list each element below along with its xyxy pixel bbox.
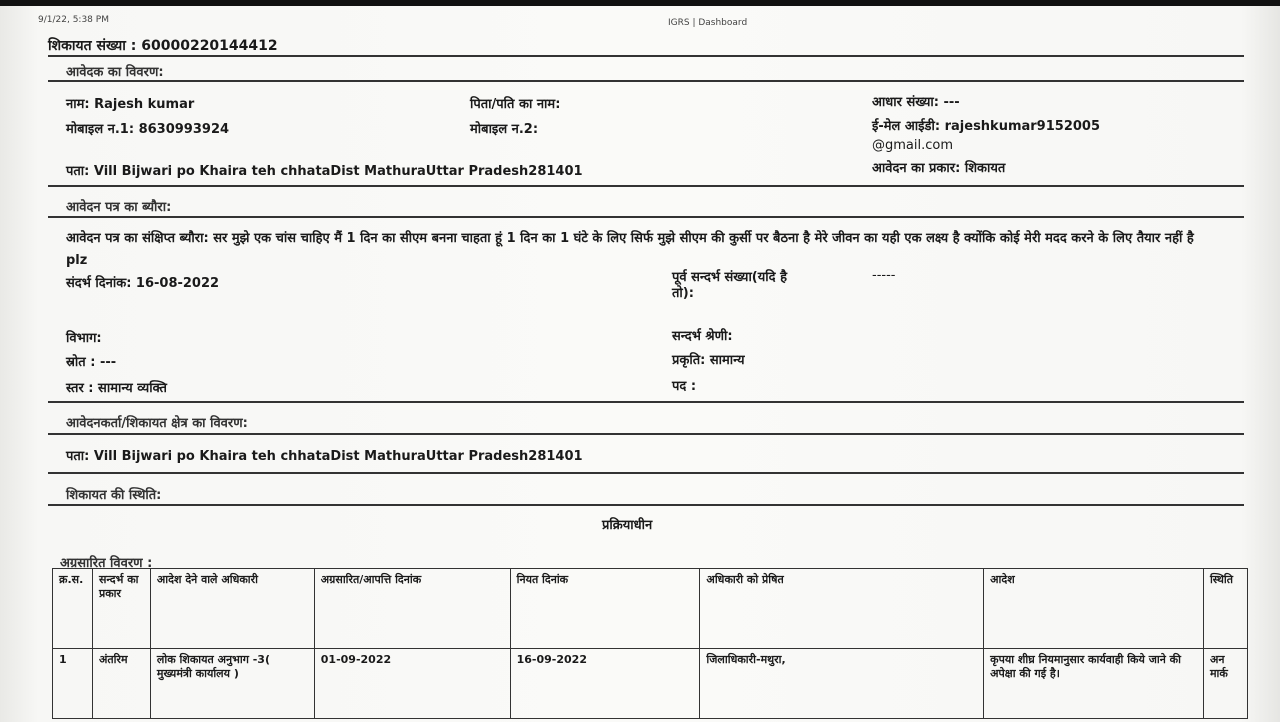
table-row bbox=[53, 649, 1248, 719]
status-section-title: शिकायत की स्थिति: bbox=[66, 488, 162, 503]
col-forward-date: अग्रसारित/आपत्ति दिनांक bbox=[314, 569, 510, 649]
level: स्तर : सामान्य व्यक्ति bbox=[66, 381, 167, 396]
col-status: स्थिति bbox=[1203, 569, 1247, 649]
aadhaar-number: आधार संख्या: --- bbox=[872, 95, 960, 110]
print-datetime: 9/1/22, 5:38 PM bbox=[38, 15, 109, 25]
status-value: प्रक्रियाधीन bbox=[602, 518, 653, 533]
application-summary: आवेदन पत्र का संक्षिप्त ब्यौरा: सर मुझे एक चांस चाहिए मैं 1 दिन का सीएम बनना चाहता हूं 1 दिन का 1 घंटे के लिए सिर्फ मुझे सीएम की कुर्सी पर बैठना है मेरे जीवन का यही एक लक्ष्य है क्योंकि कोई मेरी मदद करने के लिए तैयार नहीं है plz bbox=[66, 231, 1194, 268]
source: स्रोत : --- bbox=[66, 355, 117, 370]
top-border bbox=[0, 0, 1280, 6]
mobile-1: मोबाइल न.1: 8630993924 bbox=[66, 122, 230, 137]
cell-sent-to: जिलाधिकारी-मथुरा, bbox=[700, 649, 984, 719]
table-header-row bbox=[53, 569, 1248, 649]
divider bbox=[48, 401, 1244, 403]
divider bbox=[48, 80, 1244, 82]
cell-ref-type: अंतरिम bbox=[92, 649, 150, 719]
reference-date: संदर्भ दिनांक: 16-08-2022 bbox=[66, 276, 220, 291]
divider bbox=[48, 185, 1244, 187]
cell-status: अनमार्क bbox=[1203, 649, 1247, 719]
col-ref-type: सन्दर्भ का प्रकार bbox=[92, 569, 150, 649]
forward-table bbox=[52, 568, 1248, 719]
post: पद : bbox=[672, 379, 697, 394]
col-due-date: नियत दिनांक bbox=[510, 569, 700, 649]
cell-due-date: 16-09-2022 bbox=[510, 649, 700, 719]
col-serial: क्र.स. bbox=[53, 569, 93, 649]
area-address: पता: Vill Bijwari po Khaira teh chhataDist MathuraUttar Pradesh281401 bbox=[66, 449, 583, 464]
email-id: ई-मेल आईडी: rajeshkumar9152005 bbox=[872, 119, 1101, 134]
col-sent-to: अधिकारी को प्रेषित bbox=[700, 569, 984, 649]
divider bbox=[48, 433, 1244, 435]
divider bbox=[48, 216, 1244, 218]
applicant-section-title: आवेदक का विवरण: bbox=[66, 65, 164, 80]
cell-forward-date: 01-09-2022 bbox=[314, 649, 510, 719]
nature: प्रकृति: सामान्य bbox=[672, 353, 745, 368]
father-name-label: पिता/पति का नाम: bbox=[470, 97, 561, 112]
mobile-2: मोबाइल न.2: bbox=[470, 122, 539, 137]
applicant-name: नाम: Rajesh kumar bbox=[66, 97, 195, 112]
divider bbox=[48, 55, 1244, 57]
application-section-title: आवेदन पत्र का ब्यौरा: bbox=[66, 200, 172, 215]
previous-reference: पूर्व सन्दर्भ संख्या(यदि है तो): bbox=[672, 270, 787, 301]
department: विभाग: bbox=[66, 331, 102, 346]
cell-serial: 1 bbox=[53, 649, 93, 719]
cell-order-officer: लोक शिकायत अनुभाग -3( मुख्यमंत्री कार्यालय ) bbox=[150, 649, 314, 719]
complaint-number: शिकायत संख्या : 60000220144412 bbox=[48, 38, 278, 54]
application-type: आवेदन का प्रकार: शिकायत bbox=[872, 161, 1006, 176]
email-id-cont: @gmail.com bbox=[872, 138, 954, 153]
reference-category: सन्दर्भ श्रेणी: bbox=[672, 329, 733, 344]
divider bbox=[48, 472, 1244, 474]
col-order: आदेश bbox=[984, 569, 1204, 649]
previous-reference-value: ----- bbox=[872, 268, 896, 283]
applicant-address: पता: Vill Bijwari po Khaira teh chhataDist MathuraUttar Pradesh281401 bbox=[66, 164, 583, 179]
col-order-officer: आदेश देने वाले अधिकारी bbox=[150, 569, 314, 649]
area-section-title: आवेदनकर्ता/शिकायत क्षेत्र का विवरण: bbox=[66, 416, 248, 431]
site-title: IGRS | Dashboard bbox=[668, 18, 748, 28]
divider bbox=[48, 504, 1244, 506]
cell-order: कृपया शीघ्र नियमानुसार कार्यवाही किये जाने की अपेक्षा की गई है। bbox=[984, 649, 1204, 719]
forward-section-title: अग्रसारित विवरण : bbox=[60, 556, 153, 571]
